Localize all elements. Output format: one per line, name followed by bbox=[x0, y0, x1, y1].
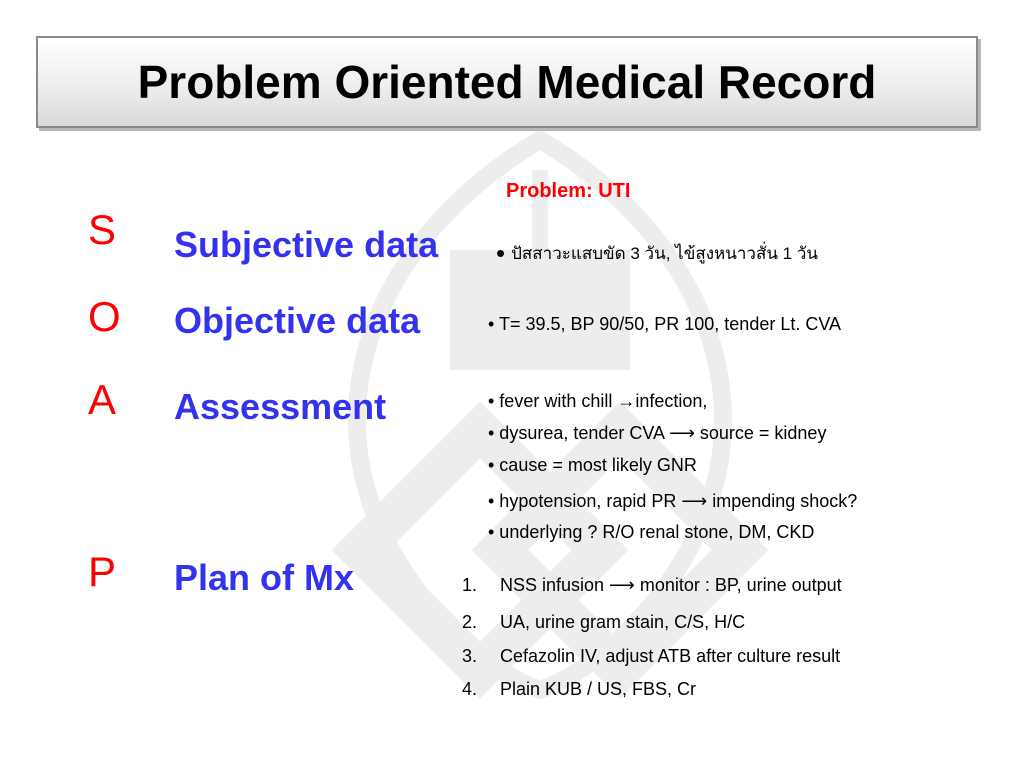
plan-item: 3. Cefazolin IV, adjust ATB after culture result bbox=[462, 646, 841, 666]
label-objective: Objective data bbox=[174, 300, 421, 341]
letter-s: S bbox=[88, 206, 117, 253]
plan-item: 4. Plain KUB / US, FBS, Cr bbox=[462, 679, 697, 699]
letter-p: P bbox=[88, 548, 117, 595]
assessment-item: • dysurea, tender CVA ⟶ source = kidney bbox=[488, 423, 827, 443]
problem-label: Problem: UTI bbox=[506, 180, 631, 202]
letter-o: O bbox=[88, 293, 121, 340]
objective-item: • T= 39.5, BP 90/50, PR 100, tender Lt. CVA bbox=[488, 314, 842, 334]
plan-item: 2. UA, urine gram stain, C/S, H/C bbox=[462, 612, 746, 632]
letter-a: A bbox=[88, 376, 117, 423]
assessment-item: • fever with chill →infection, bbox=[488, 391, 708, 411]
assessment-item: • underlying ? R/O renal stone, DM, CKD bbox=[488, 522, 815, 542]
subjective-item: • ปัสสาวะแสบขัด 3 วัน, ไข้สูงหนาวสั่น 1 วัน bbox=[496, 238, 819, 268]
plan-item: 1. NSS infusion ⟶ monitor : BP, urine output bbox=[462, 575, 842, 595]
title-box bbox=[36, 36, 978, 128]
assessment-item: • hypotension, rapid PR ⟶ impending shock? bbox=[488, 491, 858, 511]
label-plan: Plan of Mx bbox=[174, 557, 355, 598]
assessment-item: • cause = most likely GNR bbox=[488, 455, 697, 475]
page-title: Problem Oriented Medical Record bbox=[137, 56, 877, 108]
label-subjective: Subjective data bbox=[174, 224, 439, 265]
label-assessment: Assessment bbox=[174, 386, 387, 427]
bullet-icon: • bbox=[496, 238, 506, 268]
